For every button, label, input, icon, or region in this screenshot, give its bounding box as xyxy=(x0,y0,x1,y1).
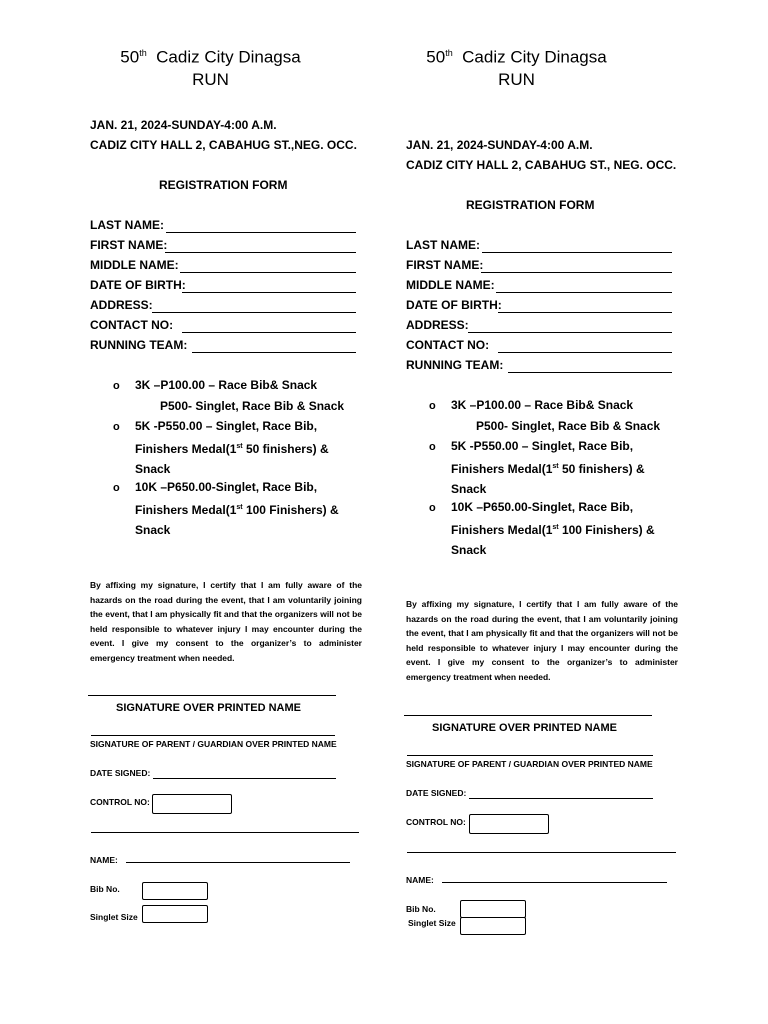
running-team-line[interactable] xyxy=(192,352,356,353)
address-field[interactable] xyxy=(406,318,672,338)
option-3k-line2: P500- Singlet, Race Bib & Snack xyxy=(476,418,661,433)
date-of-birth-field[interactable] xyxy=(406,298,672,318)
middle-name-label: MIDDLE NAME: xyxy=(406,278,495,292)
option-5k-line2-end: 50 finishers) & xyxy=(242,441,329,456)
option-5k-line1: 5K -P550.00 – Singlet, Race Bib, xyxy=(135,419,318,433)
middle-name-label: MIDDLE NAME: xyxy=(90,258,179,272)
option-10k-line3: Snack xyxy=(451,543,487,557)
date-of-birth-line[interactable] xyxy=(182,292,356,293)
middle-name-line[interactable] xyxy=(180,272,356,273)
last-name-label: LAST NAME: xyxy=(406,238,480,252)
bib-no-label: Bib No. xyxy=(406,904,436,914)
option-10k-line2: Finishers Medal(1 xyxy=(135,502,237,517)
option-5k-line1: 5K -P550.00 – Singlet, Race Bib, xyxy=(451,439,634,453)
option-3k-line1: 3K –P100.00 – Race Bib& Snack xyxy=(135,378,318,392)
first-name-label: FIRST NAME: xyxy=(406,258,484,272)
option-3k-line2: P500- Singlet, Race Bib & Snack xyxy=(160,398,345,413)
name-label: NAME: xyxy=(90,855,118,865)
form-title xyxy=(88,42,333,91)
option-3k[interactable] xyxy=(451,395,660,436)
singlet-size-label: Singlet Size xyxy=(90,912,138,922)
address-field[interactable] xyxy=(90,298,356,318)
control-no-label: CONTROL NO: xyxy=(90,797,150,807)
control-no-box[interactable] xyxy=(152,794,232,814)
option-10k-line2-end: 100 Finishers) & xyxy=(242,502,339,517)
signature-line[interactable] xyxy=(88,695,336,696)
address-line[interactable] xyxy=(468,332,672,333)
option-5k-line3: Snack xyxy=(135,462,171,476)
signature-line[interactable] xyxy=(404,715,652,716)
address-line[interactable] xyxy=(152,312,356,313)
option-5k[interactable] xyxy=(135,416,329,480)
option-10k-line2: Finishers Medal(1 xyxy=(451,522,553,537)
title-text: Cadiz City Dinagsa xyxy=(462,47,607,67)
option-10k-sup: st xyxy=(552,523,559,531)
date-signed-label: DATE SIGNED: xyxy=(406,788,467,798)
option-3k-line1: 3K –P100.00 – Race Bib& Snack xyxy=(451,398,634,412)
last-name-label: LAST NAME: xyxy=(90,218,164,232)
contact-no-label: CONTACT NO: xyxy=(406,338,490,352)
contact-no-line[interactable] xyxy=(498,352,672,353)
first-name-line[interactable] xyxy=(481,272,672,273)
last-name-line[interactable] xyxy=(482,252,672,253)
date-signed-line[interactable] xyxy=(469,798,653,799)
date-of-birth-label: DATE OF BIRTH: xyxy=(90,278,186,292)
first-name-label: FIRST NAME: xyxy=(90,238,168,252)
singlet-size-label: Singlet Size xyxy=(408,918,456,928)
option-3k[interactable] xyxy=(135,375,344,416)
middle-name-field[interactable] xyxy=(406,278,672,298)
bullet-icon: o xyxy=(429,400,436,412)
last-name-line[interactable] xyxy=(166,232,356,233)
date-of-birth-line[interactable] xyxy=(498,312,672,313)
first-name-field[interactable] xyxy=(406,258,672,278)
last-name-field[interactable] xyxy=(90,218,356,238)
name-line[interactable] xyxy=(442,882,667,883)
guardian-signature-line[interactable] xyxy=(407,755,653,756)
bib-no-box[interactable] xyxy=(142,882,208,900)
title-number: 50 xyxy=(120,47,140,67)
last-name-field[interactable] xyxy=(406,238,672,258)
running-team-field[interactable] xyxy=(406,358,672,378)
waiver-text: By affixing my signature, I certify that I am fully aware of the hazards on the road during the event, that I am voluntarily joining the event, that I am physically fit and that the organizers will not be held responsible to whatever injury I may encounter during the event. I give my consent to the organizer’s to administer emergency treatment when needed. xyxy=(406,599,678,682)
name-label: NAME: xyxy=(406,875,434,885)
bullet-icon: o xyxy=(113,421,120,433)
signature-label: SIGNATURE OVER PRINTED NAME xyxy=(116,702,301,714)
option-10k[interactable] xyxy=(135,477,339,541)
title-run: RUN xyxy=(498,69,535,89)
option-5k[interactable] xyxy=(451,436,645,500)
date-signed-line[interactable] xyxy=(153,778,336,779)
form-heading: REGISTRATION FORM xyxy=(466,198,595,212)
running-team-line[interactable] xyxy=(508,372,672,373)
separator-line xyxy=(91,832,359,833)
option-5k-line3: Snack xyxy=(451,482,487,496)
title-ordinal: th xyxy=(445,48,453,58)
bullet-icon: o xyxy=(113,482,120,494)
running-team-label: RUNNING TEAM: xyxy=(406,358,504,372)
option-5k-line2: Finishers Medal(1 xyxy=(135,441,237,456)
event-venue: CADIZ CITY HALL 2, CABAHUG ST., NEG. OCC. xyxy=(406,158,677,172)
bullet-icon: o xyxy=(429,441,436,453)
option-5k-sup: st xyxy=(236,442,243,450)
bullet-icon: o xyxy=(113,380,120,392)
middle-name-line[interactable] xyxy=(496,292,672,293)
option-5k-sup: st xyxy=(552,462,559,470)
title-ordinal: th xyxy=(139,48,147,58)
guardian-signature-line[interactable] xyxy=(91,735,335,736)
event-date: JAN. 21, 2024-SUNDAY-4:00 A.M. xyxy=(406,138,593,152)
middle-name-field[interactable] xyxy=(90,258,356,278)
running-team-label: RUNNING TEAM: xyxy=(90,338,188,352)
form-title xyxy=(394,42,639,91)
guardian-label: SIGNATURE OF PARENT / GUARDIAN OVER PRINTED NAME xyxy=(406,759,653,769)
address-label: ADDRESS: xyxy=(90,298,153,312)
option-10k-line2-end: 100 Finishers) & xyxy=(558,522,655,537)
date-of-birth-label: DATE OF BIRTH: xyxy=(406,298,502,312)
contact-no-field[interactable] xyxy=(90,318,356,338)
control-no-label: CONTROL NO: xyxy=(406,817,466,827)
option-5k-line2: Finishers Medal(1 xyxy=(451,461,553,476)
running-team-field[interactable] xyxy=(90,338,356,358)
contact-no-field[interactable] xyxy=(406,338,672,358)
control-no-box[interactable] xyxy=(469,814,549,834)
waiver-text: By affixing my signature, I certify that I am fully aware of the hazards on the road during the event, that I am voluntarily joining the event, that I am physically fit and that the organizers will not be held responsible to whatever injury I may encounter during the event. I give my consent to the organizer’s to administer emergency treatment when needed. xyxy=(90,580,362,663)
guardian-label: SIGNATURE OF PARENT / GUARDIAN OVER PRINTED NAME xyxy=(90,739,337,749)
separator-line xyxy=(407,852,676,853)
bullet-icon: o xyxy=(429,502,436,514)
form-heading: REGISTRATION FORM xyxy=(159,178,288,192)
date-signed-label: DATE SIGNED: xyxy=(90,768,151,778)
singlet-size-box[interactable] xyxy=(142,905,208,923)
date-of-birth-field[interactable] xyxy=(90,278,356,298)
option-10k-line1: 10K –P650.00-Singlet, Race Bib, xyxy=(135,480,318,494)
option-10k-sup: st xyxy=(236,503,243,511)
title-run: RUN xyxy=(192,69,229,89)
bib-no-label: Bib No. xyxy=(90,884,120,894)
contact-no-line[interactable] xyxy=(182,332,356,333)
address-label: ADDRESS: xyxy=(406,318,469,332)
option-5k-line2-end: 50 finishers) & xyxy=(558,461,645,476)
signature-label: SIGNATURE OVER PRINTED NAME xyxy=(432,722,617,734)
event-venue: CADIZ CITY HALL 2, CABAHUG ST.,NEG. OCC. xyxy=(90,138,357,152)
title-number: 50 xyxy=(426,47,446,67)
first-name-field[interactable] xyxy=(90,238,356,258)
singlet-size-box[interactable] xyxy=(460,917,526,935)
first-name-line[interactable] xyxy=(165,252,356,253)
name-line[interactable] xyxy=(126,862,350,863)
option-10k-line3: Snack xyxy=(135,523,171,537)
option-10k[interactable] xyxy=(451,497,655,561)
event-date: JAN. 21, 2024-SUNDAY-4:00 A.M. xyxy=(90,118,277,132)
contact-no-label: CONTACT NO: xyxy=(90,318,174,332)
option-10k-line1: 10K –P650.00-Singlet, Race Bib, xyxy=(451,500,634,514)
title-text: Cadiz City Dinagsa xyxy=(156,47,301,67)
bib-no-box[interactable] xyxy=(460,900,526,918)
